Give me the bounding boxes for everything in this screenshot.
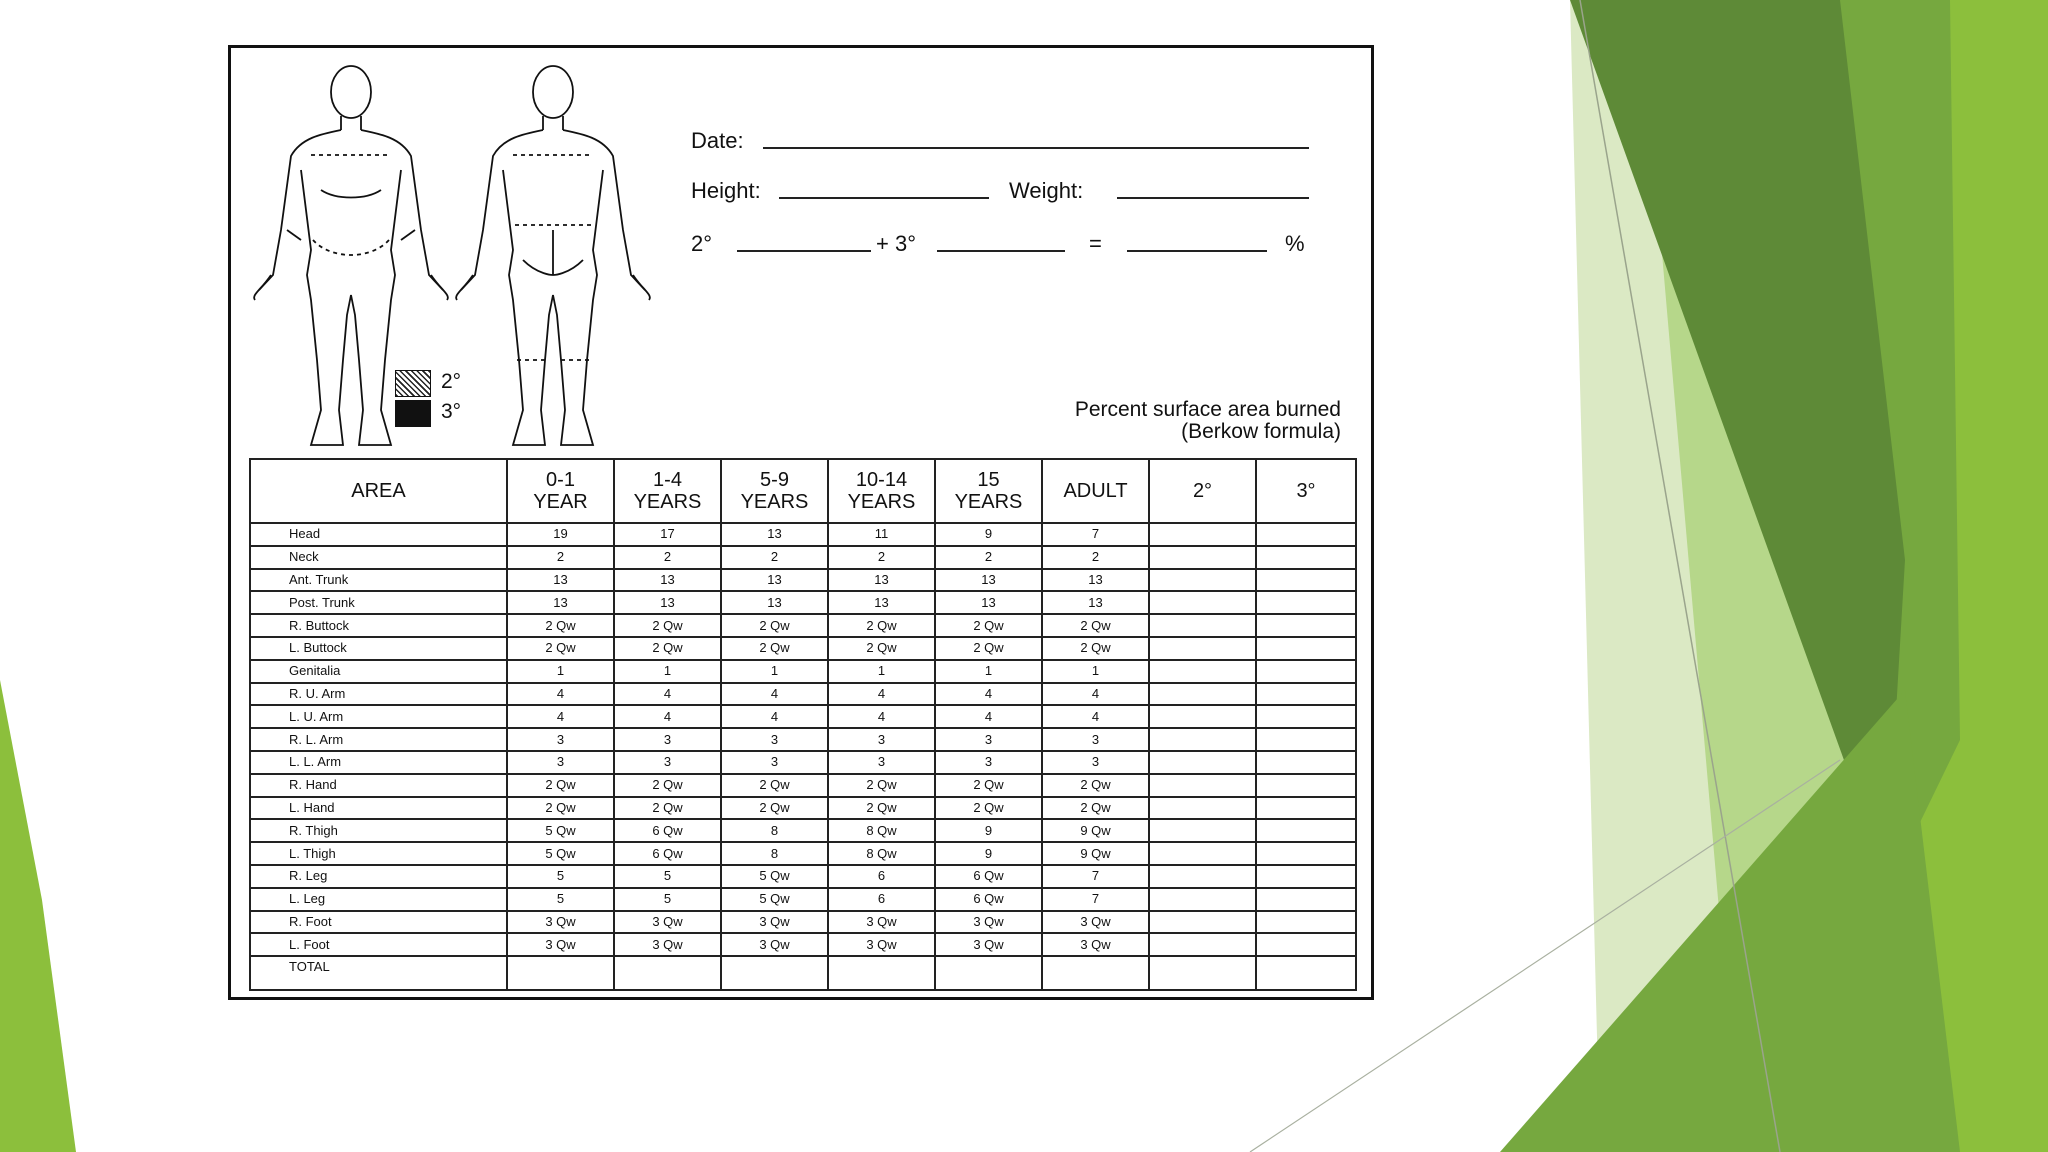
column-header-line1: 15 bbox=[977, 469, 1000, 491]
percent-cell: 3 Qw bbox=[1042, 911, 1149, 934]
area-cell: L. Foot bbox=[250, 933, 507, 956]
percent-cell: 4 bbox=[828, 683, 935, 706]
third-degree-entry-cell[interactable] bbox=[1256, 660, 1356, 683]
percent-cell: 13 bbox=[721, 569, 828, 592]
percent-cell: 2 Qw bbox=[721, 774, 828, 797]
table-row bbox=[250, 569, 1356, 592]
percent-cell: 1 bbox=[1042, 660, 1149, 683]
table-row bbox=[250, 546, 1356, 569]
second-degree-label: 2° bbox=[691, 231, 713, 256]
third-degree-entry-cell[interactable] bbox=[1256, 569, 1356, 592]
percent-cell: 4 bbox=[1042, 705, 1149, 728]
table-row bbox=[250, 523, 1356, 546]
table-row bbox=[250, 797, 1356, 820]
percent-cell: 3 bbox=[614, 728, 721, 751]
height-input-line[interactable] bbox=[779, 197, 989, 199]
third-degree-entry-cell[interactable] bbox=[1256, 523, 1356, 546]
weight-input-line[interactable] bbox=[1117, 197, 1309, 199]
total-row bbox=[250, 956, 1356, 990]
percent-cell: 3 Qw bbox=[721, 911, 828, 934]
percent-cell: 13 bbox=[828, 591, 935, 614]
third-degree-entry-cell[interactable] bbox=[1256, 774, 1356, 797]
percent-cell: 3 bbox=[721, 751, 828, 774]
column-header-line1: 2° bbox=[1192, 480, 1213, 502]
percent-cell: 2 bbox=[1042, 546, 1149, 569]
percent-cell: 3 Qw bbox=[828, 911, 935, 934]
percent-cell: 3 Qw bbox=[721, 933, 828, 956]
third-degree-entry-cell[interactable] bbox=[1256, 546, 1356, 569]
column-header-3 bbox=[721, 459, 828, 523]
area-cell: R. L. Arm bbox=[250, 728, 507, 751]
total-cell bbox=[1042, 956, 1149, 990]
percent-cell: 3 Qw bbox=[1042, 933, 1149, 956]
percent-cell: 13 bbox=[935, 569, 1042, 592]
third-degree-entry-cell[interactable] bbox=[1256, 751, 1356, 774]
second-degree-entry-cell[interactable] bbox=[1149, 546, 1256, 569]
column-header-8 bbox=[1256, 459, 1356, 523]
percent-cell: 1 bbox=[828, 660, 935, 683]
percent-cell: 3 Qw bbox=[828, 933, 935, 956]
column-header-line2: YEARS bbox=[954, 491, 1023, 513]
table-row bbox=[250, 774, 1356, 797]
table-row bbox=[250, 728, 1356, 751]
percent-cell: 5 Qw bbox=[721, 888, 828, 911]
percent-cell: 9 Qw bbox=[1042, 842, 1149, 865]
table-row bbox=[250, 888, 1356, 911]
second-degree-entry-cell[interactable] bbox=[1149, 933, 1256, 956]
second-degree-legend-label: 2° bbox=[441, 370, 462, 393]
percent-cell: 2 Qw bbox=[507, 637, 614, 660]
column-header-2 bbox=[614, 459, 721, 523]
area-cell: Post. Trunk bbox=[250, 591, 507, 614]
second-degree-legend-swatch bbox=[395, 370, 431, 397]
percent-cell: 9 bbox=[935, 819, 1042, 842]
column-header-line1: 10-14 bbox=[855, 469, 908, 491]
second-degree-entry-cell[interactable] bbox=[1149, 637, 1256, 660]
percent-cell: 3 bbox=[935, 751, 1042, 774]
percent-cell: 3 Qw bbox=[614, 933, 721, 956]
percent-cell: 5 Qw bbox=[507, 819, 614, 842]
percent-cell: 13 bbox=[1042, 569, 1149, 592]
area-cell: R. Buttock bbox=[250, 614, 507, 637]
third-degree-entry-cell[interactable] bbox=[1256, 819, 1356, 842]
percent-cell: 2 Qw bbox=[935, 637, 1042, 660]
table-row bbox=[250, 842, 1356, 865]
column-header-line1: ADULT bbox=[1063, 480, 1128, 502]
percent-cell: 7 bbox=[1042, 888, 1149, 911]
percent-cell: 13 bbox=[614, 591, 721, 614]
percent-cell: 6 Qw bbox=[614, 819, 721, 842]
table-row bbox=[250, 660, 1356, 683]
percent-cell: 5 Qw bbox=[721, 865, 828, 888]
left-green-shape bbox=[0, 680, 76, 1152]
percent-cell: 13 bbox=[507, 591, 614, 614]
column-header-0 bbox=[250, 459, 507, 523]
percent-cell: 3 Qw bbox=[507, 911, 614, 934]
table-header-row bbox=[250, 459, 1356, 523]
second-degree-entry-cell[interactable] bbox=[1149, 614, 1256, 637]
percent-cell: 3 bbox=[614, 751, 721, 774]
percent-cell: 17 bbox=[614, 523, 721, 546]
percent-cell: 5 bbox=[507, 888, 614, 911]
area-cell: L. Hand bbox=[250, 797, 507, 820]
percent-cell: 5 bbox=[614, 888, 721, 911]
percent-cell: 6 bbox=[828, 865, 935, 888]
percent-cell: 6 Qw bbox=[614, 842, 721, 865]
second-degree-entry-cell[interactable] bbox=[1149, 751, 1256, 774]
third-degree-entry-cell[interactable] bbox=[1256, 637, 1356, 660]
percent-cell: 4 bbox=[614, 705, 721, 728]
column-header-4 bbox=[828, 459, 935, 523]
column-header-line1: AREA bbox=[351, 480, 406, 502]
body-back-outline-icon bbox=[453, 60, 653, 460]
percent-cell: 13 bbox=[721, 591, 828, 614]
percent-cell: 2 Qw bbox=[507, 797, 614, 820]
burn-area-table bbox=[249, 458, 1357, 991]
area-cell: R. U. Arm bbox=[250, 683, 507, 706]
percent-cell: 2 Qw bbox=[507, 614, 614, 637]
second-degree-entry-cell[interactable] bbox=[1149, 774, 1256, 797]
percent-cell: 3 Qw bbox=[935, 911, 1042, 934]
plus-third-degree-label: + 3° bbox=[876, 231, 916, 256]
third-degree-entry-cell[interactable] bbox=[1256, 911, 1356, 934]
second-degree-input-line[interactable] bbox=[737, 250, 871, 252]
total-cell bbox=[828, 956, 935, 990]
table-row bbox=[250, 933, 1356, 956]
table-row bbox=[250, 819, 1356, 842]
percent-cell: 3 bbox=[721, 728, 828, 751]
percent-cell: 8 bbox=[721, 842, 828, 865]
percent-cell: 2 Qw bbox=[935, 797, 1042, 820]
percent-cell: 4 bbox=[1042, 683, 1149, 706]
percent-cell: 7 bbox=[1042, 865, 1149, 888]
area-cell: R. Thigh bbox=[250, 819, 507, 842]
column-header-line1: 0-1 bbox=[546, 469, 575, 491]
total-cell bbox=[721, 956, 828, 990]
second-degree-entry-cell[interactable] bbox=[1149, 591, 1256, 614]
percent-cell: 3 bbox=[1042, 751, 1149, 774]
percent-cell: 2 Qw bbox=[1042, 637, 1149, 660]
percent-cell: 4 bbox=[828, 705, 935, 728]
percent-cell: 2 Qw bbox=[828, 774, 935, 797]
percent-cell: 4 bbox=[721, 683, 828, 706]
table-row bbox=[250, 591, 1356, 614]
column-header-6 bbox=[1042, 459, 1149, 523]
third-degree-legend-swatch bbox=[395, 400, 431, 427]
percent-cell: 9 bbox=[935, 842, 1042, 865]
third-degree-entry-cell[interactable] bbox=[1256, 865, 1356, 888]
percent-cell: 3 bbox=[507, 728, 614, 751]
percent-cell: 8 Qw bbox=[828, 819, 935, 842]
percent-cell: 19 bbox=[507, 523, 614, 546]
percent-cell: 2 bbox=[828, 546, 935, 569]
percent-cell: 2 Qw bbox=[614, 614, 721, 637]
percent-cell: 9 bbox=[935, 523, 1042, 546]
percent-cell: 1 bbox=[935, 660, 1042, 683]
percent-cell: 3 bbox=[1042, 728, 1149, 751]
total-cell[interactable] bbox=[1149, 956, 1256, 990]
column-header-line1: 5-9 bbox=[760, 469, 789, 491]
percent-cell: 2 Qw bbox=[1042, 774, 1149, 797]
percent-cell: 2 Qw bbox=[828, 614, 935, 637]
percent-cell: 2 Qw bbox=[935, 614, 1042, 637]
second-degree-entry-cell[interactable] bbox=[1149, 683, 1256, 706]
percent-cell: 5 bbox=[507, 865, 614, 888]
equals-sign: = bbox=[1089, 231, 1102, 256]
area-cell: R. Foot bbox=[250, 911, 507, 934]
percent-cell: 13 bbox=[828, 569, 935, 592]
percent-cell: 6 Qw bbox=[935, 865, 1042, 888]
area-cell: R. Hand bbox=[250, 774, 507, 797]
percent-cell: 2 Qw bbox=[935, 774, 1042, 797]
percent-cell: 8 Qw bbox=[828, 842, 935, 865]
percent-cell: 2 Qw bbox=[828, 637, 935, 660]
area-cell: L. U. Arm bbox=[250, 705, 507, 728]
percent-cell: 5 Qw bbox=[507, 842, 614, 865]
height-label: Height: bbox=[691, 178, 761, 203]
percent-cell: 3 bbox=[935, 728, 1042, 751]
table-row bbox=[250, 865, 1356, 888]
percent-cell: 4 bbox=[614, 683, 721, 706]
third-degree-entry-cell[interactable] bbox=[1256, 842, 1356, 865]
area-cell: Genitalia bbox=[250, 660, 507, 683]
column-header-1 bbox=[507, 459, 614, 523]
percent-cell: 2 Qw bbox=[1042, 797, 1149, 820]
column-header-line2: YEARS bbox=[740, 491, 809, 513]
percent-cell: 2 Qw bbox=[828, 797, 935, 820]
percent-cell: 6 bbox=[828, 888, 935, 911]
percent-cell: 3 Qw bbox=[614, 911, 721, 934]
column-header-5 bbox=[935, 459, 1042, 523]
date-label: Date: bbox=[691, 128, 744, 153]
third-degree-entry-cell[interactable] bbox=[1256, 888, 1356, 911]
percent-cell: 13 bbox=[935, 591, 1042, 614]
percent-cell: 3 bbox=[828, 751, 935, 774]
second-degree-entry-cell[interactable] bbox=[1149, 705, 1256, 728]
third-degree-entry-cell[interactable] bbox=[1256, 728, 1356, 751]
percent-cell: 2 bbox=[935, 546, 1042, 569]
area-cell: R. Leg bbox=[250, 865, 507, 888]
third-degree-entry-cell[interactable] bbox=[1256, 705, 1356, 728]
total-cell[interactable] bbox=[1256, 956, 1356, 990]
percent-cell: 5 bbox=[614, 865, 721, 888]
table-row bbox=[250, 614, 1356, 637]
column-header-line2: YEARS bbox=[847, 491, 916, 513]
percent-cell: 1 bbox=[721, 660, 828, 683]
percent-cell: 2 Qw bbox=[507, 774, 614, 797]
second-degree-entry-cell[interactable] bbox=[1149, 819, 1256, 842]
second-degree-entry-cell[interactable] bbox=[1149, 523, 1256, 546]
total-cell bbox=[935, 956, 1042, 990]
area-cell: Neck bbox=[250, 546, 507, 569]
area-cell: L. Leg bbox=[250, 888, 507, 911]
percent-cell: 11 bbox=[828, 523, 935, 546]
percent-cell: 4 bbox=[721, 705, 828, 728]
third-degree-entry-cell[interactable] bbox=[1256, 797, 1356, 820]
percent-cell: 13 bbox=[1042, 591, 1149, 614]
column-header-line2: YEAR bbox=[533, 491, 588, 513]
percent-cell: 3 bbox=[828, 728, 935, 751]
percent-cell: 2 bbox=[614, 546, 721, 569]
column-header-line1: 1-4 bbox=[653, 469, 682, 491]
percent-cell: 3 Qw bbox=[507, 933, 614, 956]
third-degree-entry-cell[interactable] bbox=[1256, 591, 1356, 614]
percent-cell: 2 Qw bbox=[614, 774, 721, 797]
percent-cell: 2 Qw bbox=[721, 614, 828, 637]
percent-cell: 4 bbox=[507, 683, 614, 706]
percent-cell: 4 bbox=[935, 705, 1042, 728]
caption-line-2: (Berkow formula) bbox=[1181, 420, 1341, 443]
second-degree-entry-cell[interactable] bbox=[1149, 888, 1256, 911]
third-degree-entry-cell[interactable] bbox=[1256, 614, 1356, 637]
burn-chart-form bbox=[228, 45, 1374, 1000]
area-cell: Head bbox=[250, 523, 507, 546]
percent-cell: 4 bbox=[935, 683, 1042, 706]
second-degree-entry-cell[interactable] bbox=[1149, 911, 1256, 934]
percent-cell: 9 Qw bbox=[1042, 819, 1149, 842]
total-cell bbox=[507, 956, 614, 990]
second-degree-entry-cell[interactable] bbox=[1149, 865, 1256, 888]
date-input-line[interactable] bbox=[763, 147, 1309, 149]
percent-cell: 13 bbox=[721, 523, 828, 546]
total-cell bbox=[614, 956, 721, 990]
percent-cell: 2 Qw bbox=[614, 637, 721, 660]
percent-cell: 3 Qw bbox=[935, 933, 1042, 956]
second-degree-entry-cell[interactable] bbox=[1149, 797, 1256, 820]
table-row bbox=[250, 683, 1356, 706]
percent-cell: 8 bbox=[721, 819, 828, 842]
second-degree-entry-cell[interactable] bbox=[1149, 569, 1256, 592]
second-degree-entry-cell[interactable] bbox=[1149, 660, 1256, 683]
percent-cell: 4 bbox=[507, 705, 614, 728]
column-header-line2: YEARS bbox=[633, 491, 702, 513]
percent-cell: 6 Qw bbox=[935, 888, 1042, 911]
table-row bbox=[250, 751, 1356, 774]
percent-cell: 2 bbox=[507, 546, 614, 569]
area-cell: Ant. Trunk bbox=[250, 569, 507, 592]
percent-cell: 2 bbox=[721, 546, 828, 569]
caption-line-1: Percent surface area burned bbox=[1074, 398, 1341, 421]
percent-cell: 2 Qw bbox=[1042, 614, 1149, 637]
area-cell: L. L. Arm bbox=[250, 751, 507, 774]
percent-cell: 2 Qw bbox=[721, 797, 828, 820]
third-degree-input-line[interactable] bbox=[937, 250, 1065, 252]
area-cell: L. Buttock bbox=[250, 637, 507, 660]
percent-cell: 2 Qw bbox=[721, 637, 828, 660]
second-degree-entry-cell[interactable] bbox=[1149, 728, 1256, 751]
table-row bbox=[250, 911, 1356, 934]
percent-cell: 1 bbox=[507, 660, 614, 683]
total-label: TOTAL bbox=[250, 956, 507, 990]
percent-cell: 7 bbox=[1042, 523, 1149, 546]
column-header-7 bbox=[1149, 459, 1256, 523]
weight-label: Weight: bbox=[1009, 178, 1084, 203]
column-header-line1: 3° bbox=[1296, 480, 1316, 502]
third-degree-legend-label: 3° bbox=[441, 400, 462, 423]
third-degree-entry-cell[interactable] bbox=[1256, 933, 1356, 956]
table-row bbox=[250, 705, 1356, 728]
percent-cell: 1 bbox=[614, 660, 721, 683]
percent-cell: 13 bbox=[507, 569, 614, 592]
percent-cell: 13 bbox=[614, 569, 721, 592]
percent-sign: % bbox=[1285, 231, 1305, 256]
percent-cell: 3 bbox=[507, 751, 614, 774]
second-degree-entry-cell[interactable] bbox=[1149, 842, 1256, 865]
third-degree-entry-cell[interactable] bbox=[1256, 683, 1356, 706]
area-cell: L. Thigh bbox=[250, 842, 507, 865]
table-row bbox=[250, 637, 1356, 660]
total-percent-input-line[interactable] bbox=[1127, 250, 1267, 252]
percent-cell: 2 Qw bbox=[614, 797, 721, 820]
